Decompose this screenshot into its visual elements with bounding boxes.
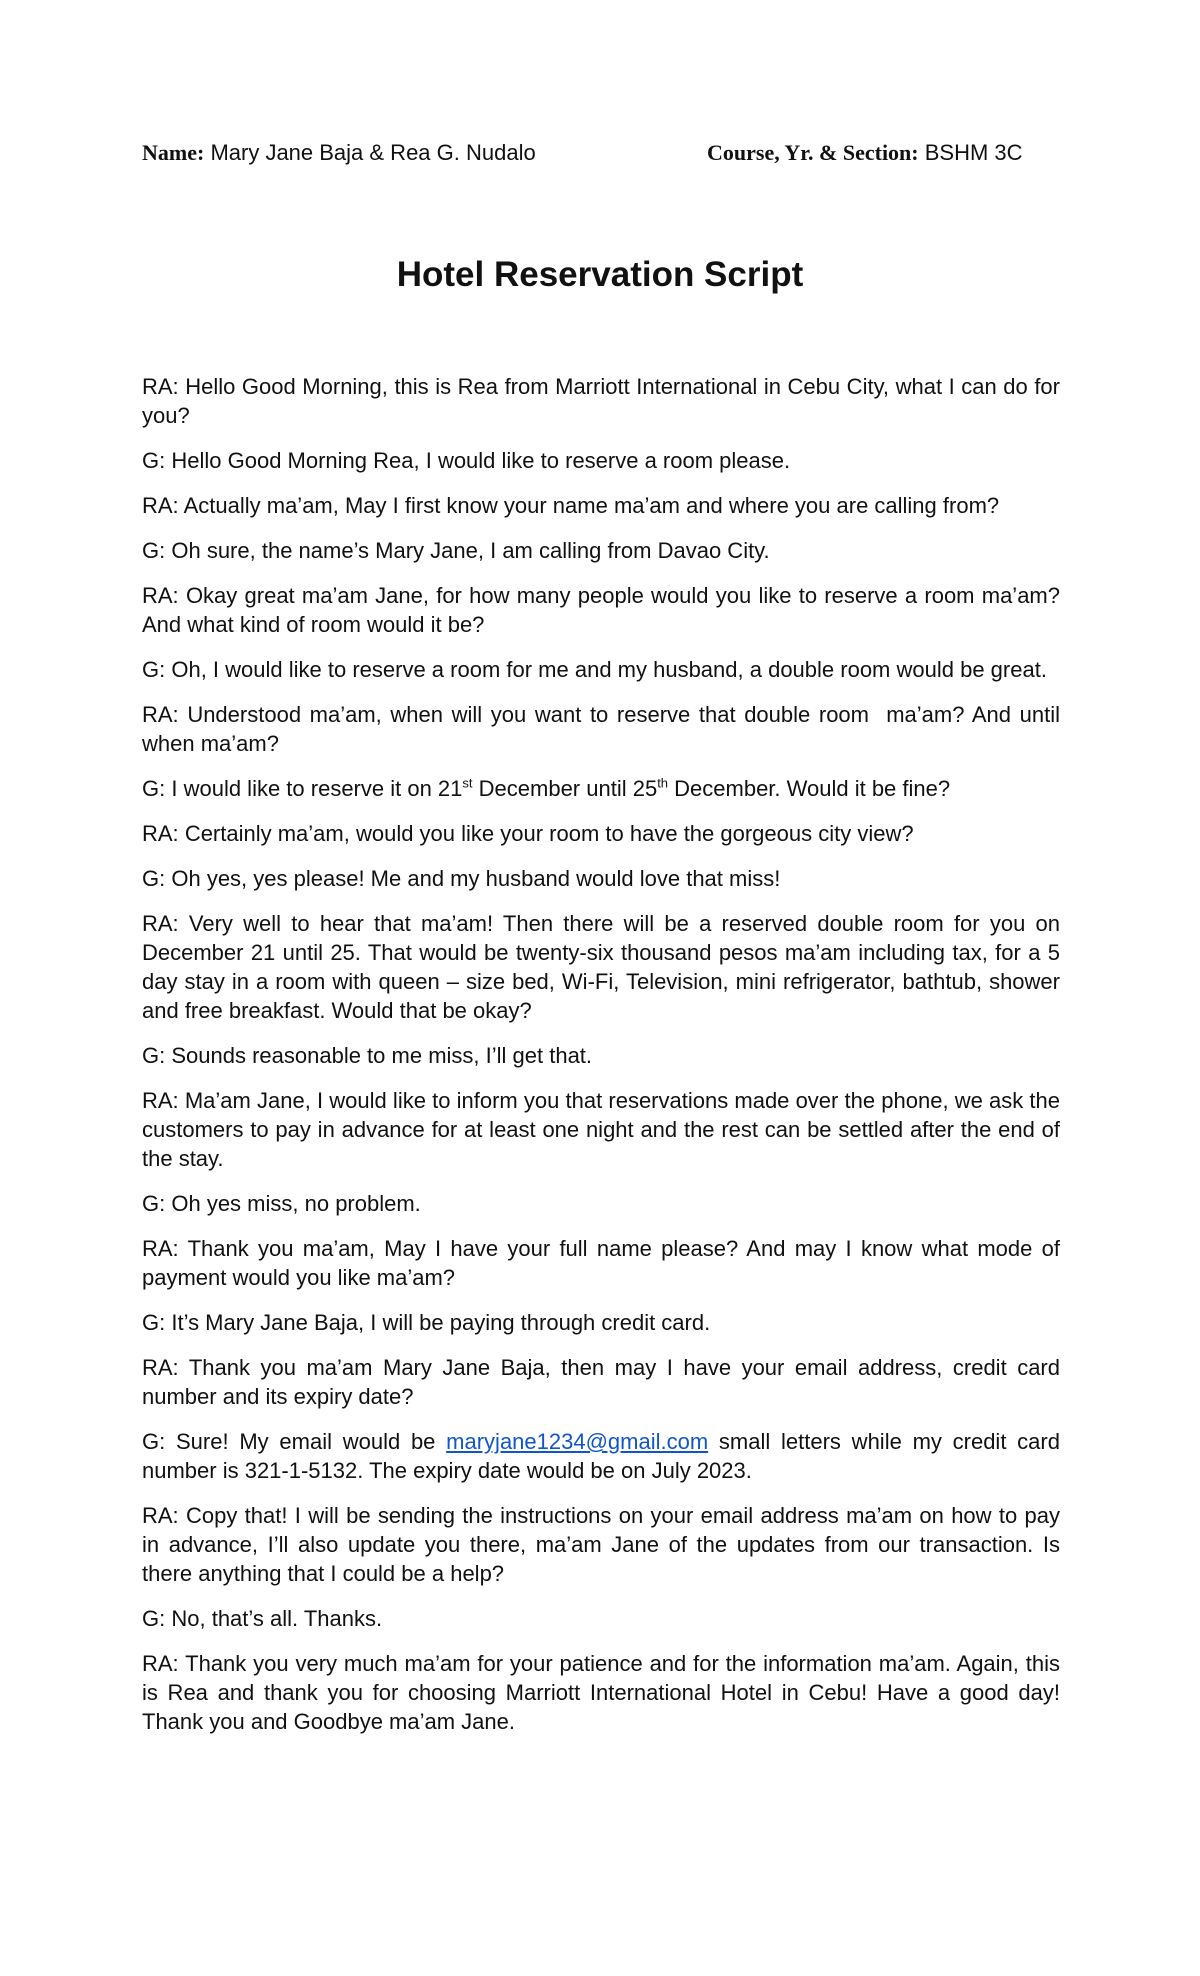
dialogue-line: [142, 1427, 1067, 1485]
dialogue-text: Sounds reasonable to me miss, I’ll get that.: [171, 1043, 593, 1068]
dialogue-line: [142, 446, 1060, 475]
dialogue-text: Ma’am Jane, I would like to inform you that reservations made over the phone, we ask the customers to pay in advance for at least one night and the rest can be settled after the end of the stay.: [142, 1088, 1067, 1171]
speaker-label: RA:: [142, 821, 179, 846]
ordinal-suffix: st: [462, 775, 473, 791]
speaker-label: RA:: [142, 1088, 179, 1113]
dialogue-line: [142, 1189, 1060, 1218]
dialogue-text: It’s Mary Jane Baja, I will be paying through credit card.: [171, 1310, 711, 1335]
speaker-label: RA:: [142, 911, 179, 936]
dialogue-text: December. Would it be fine?: [668, 776, 951, 801]
dialogue-text: Oh yes miss, no problem.: [171, 1191, 421, 1216]
speaker-label: RA:: [142, 1236, 179, 1261]
speaker-label: RA:: [142, 374, 179, 399]
dialogue-line: [142, 1308, 1060, 1337]
dialogue-line: [142, 1234, 1067, 1292]
speaker-label: G:: [142, 657, 166, 682]
dialogue-text: Oh, I would like to reserve a room for me and my husband, a double room would be great.: [171, 657, 1047, 682]
dialogue-line: [142, 1041, 1060, 1070]
dialogue-text: Thank you very much ma’am for your patience and for the information ma’am. Again, this is Rea and thank you for choosing Marriott International Hotel in Cebu! Have a good day! Thank you and Goodbye ma’am Jane.: [142, 1651, 1067, 1734]
dialogue-text: Thank you ma’am Mary Jane Baja, then may I have your email address, credit card number and its expiry date?: [142, 1355, 1067, 1409]
speaker-label: G:: [142, 776, 166, 801]
speaker-label: RA:: [142, 493, 179, 518]
page-title: Hotel Reservation Script: [396, 255, 804, 294]
dialogue-line: [142, 864, 1060, 893]
dialogue-line: [142, 1501, 1067, 1588]
course-label: Course, Yr. & Section:: [707, 140, 919, 165]
document-header: [142, 140, 1060, 174]
speaker-label: RA:: [142, 1355, 179, 1380]
speaker-label: G:: [142, 1310, 166, 1335]
dialogue-text: Certainly ma’am, would you like your room to have the gorgeous city view?: [184, 821, 914, 846]
dialogue-line: [142, 1649, 1067, 1736]
course-value: BSHM 3C: [924, 140, 1023, 165]
dialogue-line: [142, 700, 1067, 758]
dialogue-line: [142, 819, 1060, 848]
speaker-label: RA:: [142, 702, 179, 727]
speaker-label: G:: [142, 1043, 166, 1068]
dialogue-text: I would like to reserve it on 21: [171, 776, 463, 801]
dialogue-line: [142, 581, 1065, 639]
speaker-label: RA:: [142, 1651, 179, 1676]
dialogue-line: [142, 1086, 1067, 1173]
dialogue-text: Copy that! I will be sending the instructions on your email address ma’am on how to pay in advance, I’ll also update you there, ma’am Jane of the updates from our transaction. Is there anything that I could be a help?: [142, 1503, 1067, 1586]
student-names: [142, 140, 536, 166]
dialogue-text: No, that’s all. Thanks.: [171, 1606, 383, 1631]
speaker-label: G:: [142, 448, 166, 473]
speaker-label: G:: [142, 866, 166, 891]
dialogue-text: Oh yes, yes please! Me and my husband would love that miss!: [171, 866, 781, 891]
speaker-label: G:: [142, 1429, 166, 1454]
dialogue-line: [142, 1604, 1060, 1633]
dialogue-text: Understood ma’am, when will you want to reserve that double room ma’am? And until when ma’am?: [142, 702, 1067, 756]
dialogue-line: [142, 536, 1060, 565]
ordinal-suffix: th: [657, 775, 669, 791]
dialogue-text: December until 25: [472, 776, 658, 801]
name-value: Mary Jane Baja & Rea G. Nudalo: [210, 140, 536, 165]
dialogue-text: Oh sure, the name’s Mary Jane, I am calling from Davao City.: [171, 538, 770, 563]
dialogue-text: Actually ma’am, May I first know your name ma’am and where you are calling from?: [183, 493, 1000, 518]
speaker-label: RA:: [142, 583, 179, 608]
course-section: [707, 140, 1023, 166]
dialogue-text: small letters while my credit card number is 321-1-5132. The expiry date would be on July 2023.: [142, 1429, 1067, 1483]
dialogue-line: [142, 372, 1067, 430]
dialogue-line: [142, 1353, 1067, 1411]
dialogue-text: Hello Good Morning Rea, I would like to reserve a room please.: [171, 448, 791, 473]
dialogue-text: Hello Good Morning, this is Rea from Marriott International in Cebu City, what I can do for you?: [142, 374, 1067, 428]
speaker-label: G:: [142, 1191, 166, 1216]
speaker-label: RA:: [142, 1503, 179, 1528]
dialogue-line: [142, 655, 1060, 684]
speaker-label: G:: [142, 1606, 166, 1631]
speaker-label: G:: [142, 538, 166, 563]
email-link[interactable]: maryjane1234@gmail.com: [446, 1429, 709, 1454]
dialogue-line: [142, 909, 1067, 1025]
dialogue-text: Sure! My email would be: [175, 1429, 447, 1454]
dialogue-line: [142, 774, 1060, 803]
name-label: Name:: [142, 140, 205, 165]
dialogue-text: Okay great ma’am Jane, for how many people would you like to reserve a room ma’am? And what kind of room would it be?: [142, 583, 1065, 637]
dialogue-text: Very well to hear that ma’am! Then there will be a reserved double room for you on December 21 until 25. That would be twenty-six thousand pesos ma’am including tax, for a 5 day stay in a room with queen – size bed, Wi-Fi, Television, mini refrigerator, bathtub, shower and free breakfast. Would that be okay?: [142, 911, 1067, 1023]
dialogue-line: [142, 491, 1060, 520]
dialogue-text: Thank you ma’am, May I have your full name please? And may I know what mode of payment would you like ma’am?: [142, 1236, 1067, 1290]
dialogue-script: [142, 372, 1067, 1752]
